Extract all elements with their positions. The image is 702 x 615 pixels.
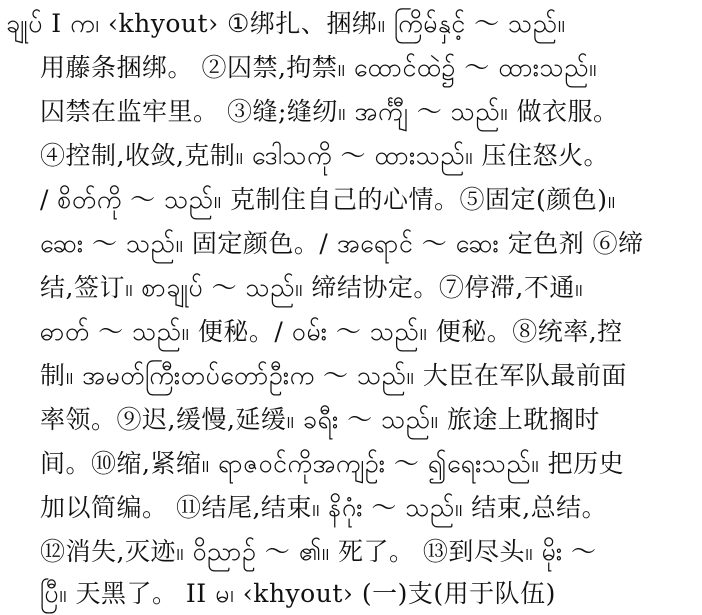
entry-line-6: ဆေး ～ သည်။ 固定颜色。/ အရောင် ～ ဆေး 定色剂 ⑥缔 [40,229,644,258]
entry-line-7: 结,签订။ စာချုပ် ～ သည်။ 缔结协定。⑦停滞,不通။ [40,273,583,302]
entry-line-8: ဓာတ် ～ သည်။ 便秘。/ ဝမ်း ～ သည်။ 便秘。⑧统率,控 [40,317,623,346]
entry-line-12: 加以简编。 ⑪结尾,结束။ နိဂုံး ～ သည်။ 结束,总结。 [40,493,608,522]
entry-line-9: 制။ အမတ်ကြီးတပ်တော်ဦးက ～ သည်။ 大臣在军队最前面 [40,361,627,390]
entry-line-2: 用藤条捆绑。 ②囚禁,拘禁။ ထောင်ထဲ၌ ～ ထားသည်။ [40,53,597,82]
entry-line-13: ⑫消失,灭迹။ ဝိညာဉ် ～ ၏။ 死了。 ⑬到尽头။ မိုး ～ [40,537,597,566]
entry-line-5: / စိတ်ကို ～ သည်။ 克制住自己的心情。⑤固定(颜色)။ [40,185,616,214]
entry-line-3: 囚禁在监牢里。 ③缝;缝纫။ အင်္ကျီ ～ သည်။ 做衣服。 [40,97,619,126]
entry-line-14: ပြီ။ 天黑了。 II မ၊ ‹khyout› (一)支(用于队伍) [40,579,556,608]
entry-line-4: ④控制,收敛,克制။ ဒေါသကို ～ ထားသည်။ 压住怒火。 [40,141,610,170]
entry-line-11: 间。⑩缩,紧缩။ ရာဇဝင်ကိုအကျဉ်း ～ ၍ရေးသည်။ 把历史 [40,449,625,478]
entry-line-1: ချုပ် I က၊ ‹khyout› ①绑扎、捆绑။ ကြိမ်နှင့် ～ သည်။ [6,9,566,38]
entry-line-10: 率领。⑨迟,缓慢,延缓။ ခရီး ～ သည်။ 旅途上耽搁时 [40,405,600,434]
